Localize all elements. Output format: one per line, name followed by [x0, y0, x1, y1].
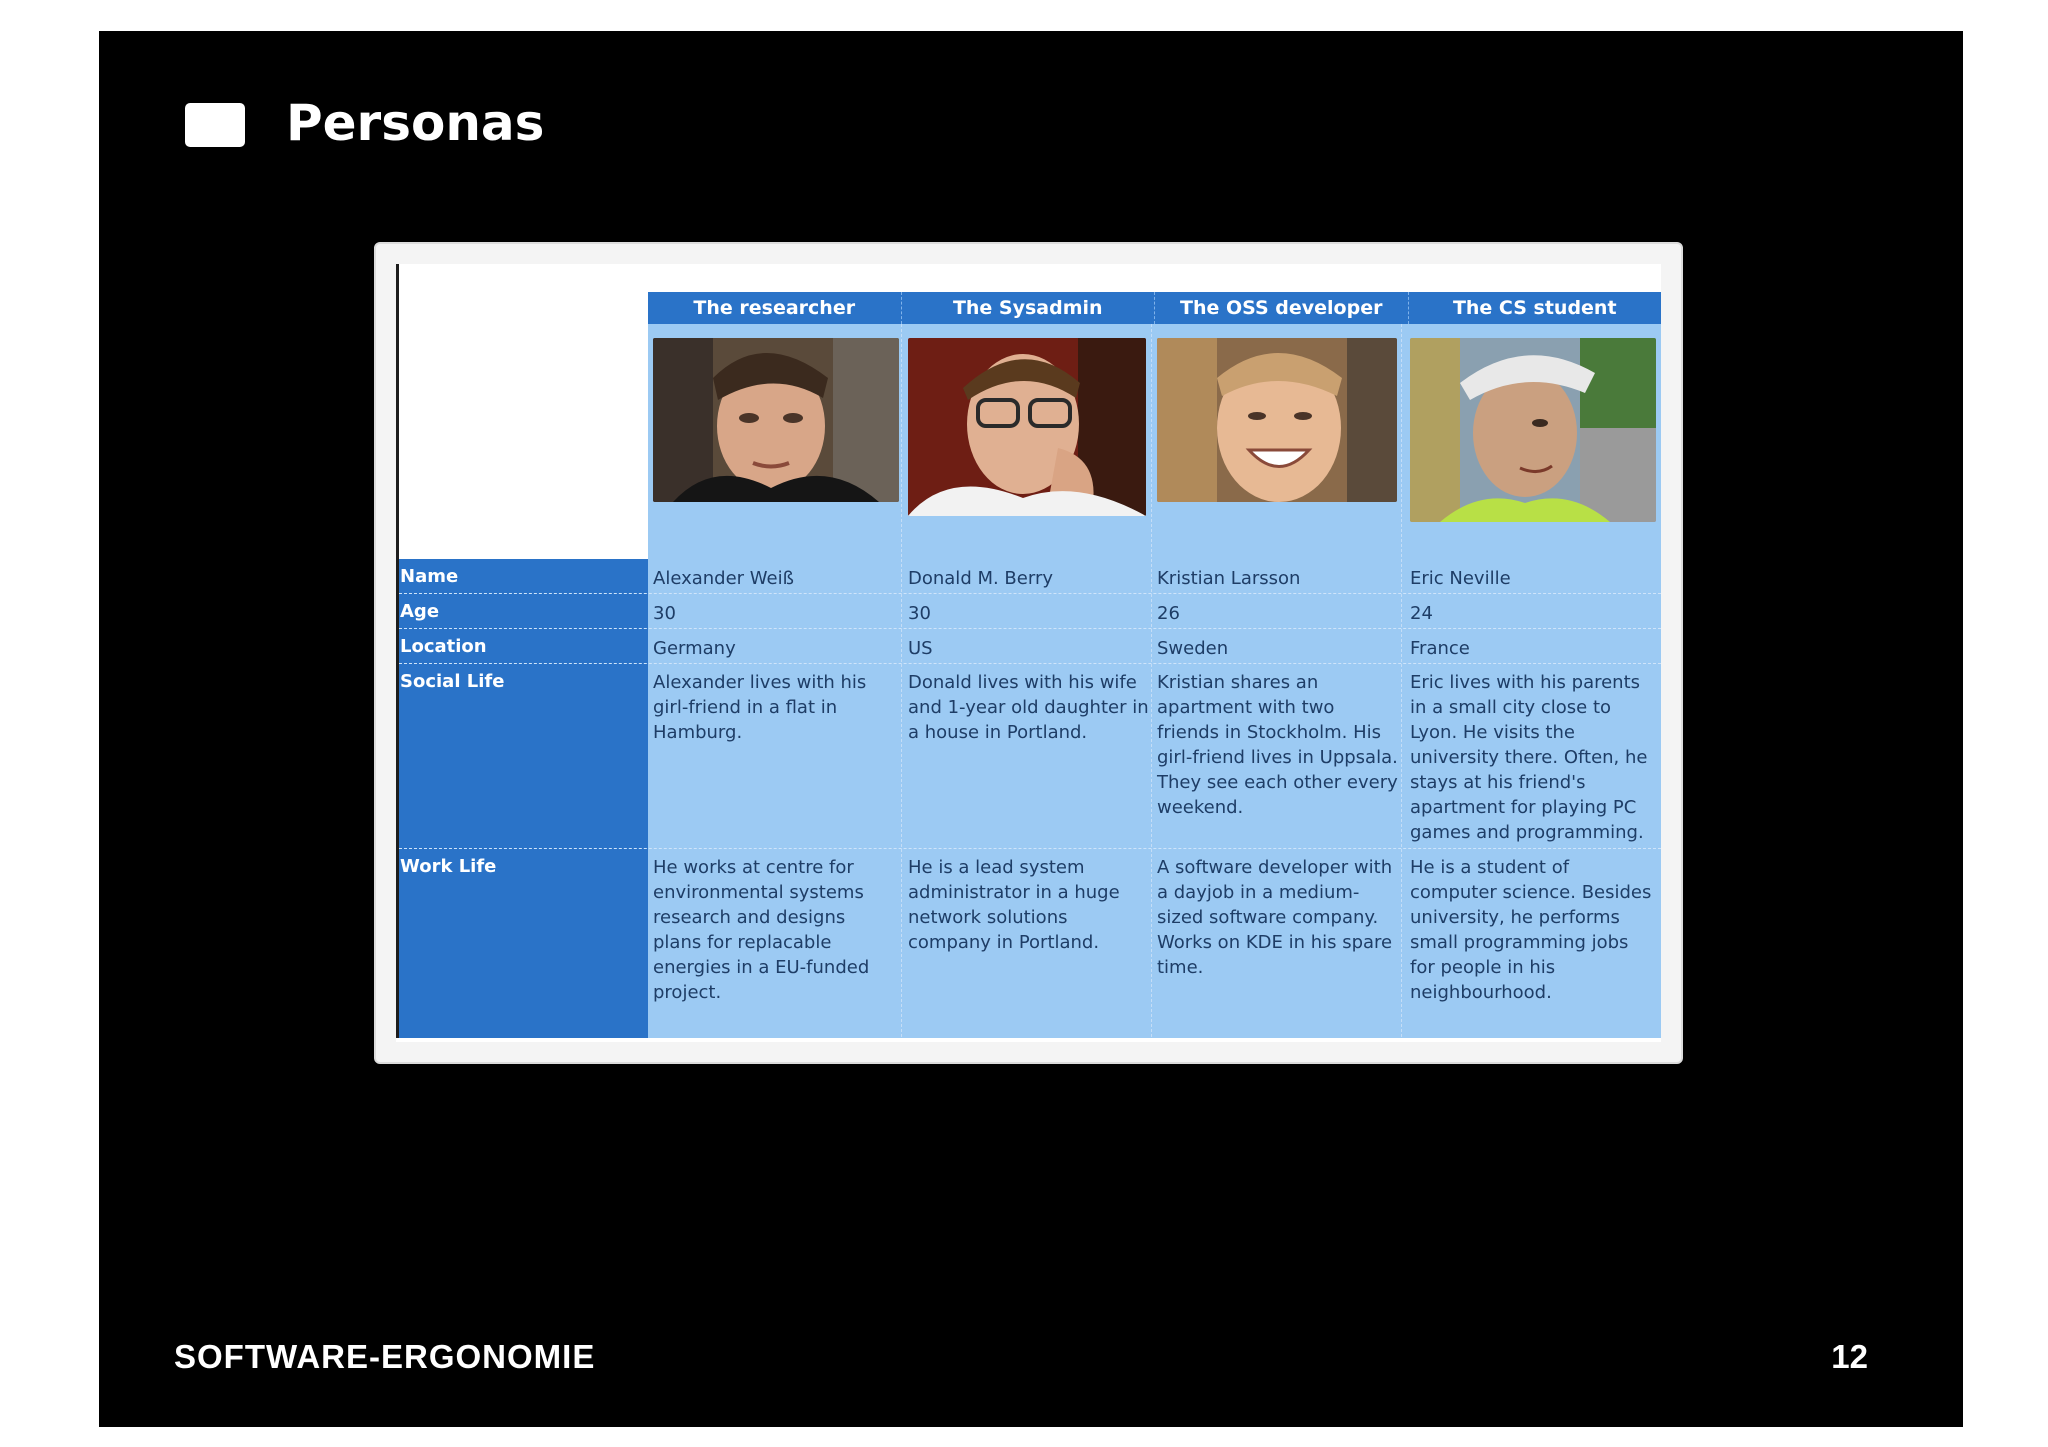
row-label-name: Name [400, 566, 459, 587]
cell-age-oss-developer: 26 [1157, 603, 1180, 624]
cell-age-researcher: 30 [653, 603, 676, 624]
persona-photo-oss-developer [1157, 338, 1397, 502]
footer-course-title: SOFTWARE-ERGONOMIE [174, 1338, 596, 1375]
header-cs-student: The CS student [1452, 297, 1617, 319]
cell-social-researcher: Alexander lives with his girl-friend in a flat in Hamburg. [653, 672, 867, 743]
cell-name-sysadmin: Donald M. Berry [908, 568, 1053, 589]
cell-work-cs-student: He is a student of computer science. Besides university, he performs small programming jobs for people in his neighbourhood. [1410, 857, 1652, 1003]
header-researcher: The researcher [648, 292, 902, 324]
cell-age-sysadmin: 30 [908, 603, 931, 624]
cell-location-oss-developer: Sweden [1157, 638, 1229, 659]
row-label-social-life: Social Life [400, 671, 505, 692]
title-bullet [185, 103, 245, 147]
cell-location-researcher: Germany [653, 638, 736, 659]
cell-age-cs-student: 24 [1410, 603, 1433, 624]
row-label-column [396, 559, 648, 1042]
cell-location-sysadmin: US [908, 638, 933, 659]
persona-photo-sysadmin [908, 338, 1146, 516]
cell-work-oss-developer: A software developer with a dayjob in a medium-sized software company. Works on KDE in his spare time. [1157, 857, 1393, 978]
persona-table-image [374, 242, 1683, 1064]
persona-photo-researcher [653, 338, 899, 502]
persona-table-inner [396, 264, 1661, 1042]
row-separator [399, 848, 1661, 849]
cell-work-sysadmin: He is a lead system administrator in a huge network solutions company in Portland. [908, 857, 1120, 953]
row-separator [399, 663, 1661, 664]
row-label-age: Age [400, 601, 440, 622]
cell-name-cs-student: Eric Neville [1410, 568, 1511, 589]
row-label-work-life: Work Life [400, 856, 497, 877]
header-oss-developer: The OSS developer [1155, 292, 1409, 324]
persona-table [396, 264, 1661, 1042]
table-corner [396, 264, 648, 559]
slide [99, 31, 1963, 1427]
cell-social-cs-student: Eric lives with his parents in a small city close to Lyon. He visits the university there. Often, he stays at his friend's apartment for playing PC games and programming. [1410, 672, 1648, 843]
row-label-location: Location [400, 636, 487, 657]
page-number: 12 [1831, 1338, 1868, 1375]
cell-social-sysadmin: Donald lives with his wife and 1-year old daughter in a house in Portland. [908, 672, 1149, 743]
cell-name-oss-developer: Kristian Larsson [1157, 568, 1301, 589]
row-separator [399, 628, 1661, 629]
persona-photo-cs-student [1410, 338, 1656, 522]
row-separator [399, 593, 1661, 594]
cell-location-cs-student: France [1410, 638, 1470, 659]
header-sysadmin: The Sysadmin [902, 292, 1156, 324]
cell-social-oss-developer: Kristian shares an apartment with two friends in Stockholm. His girl-friend lives in Uppsala. They see each other every weekend. [1157, 672, 1398, 818]
column-separator [901, 324, 902, 1042]
table-bottom-edge [396, 1038, 1661, 1042]
cell-name-researcher: Alexander Weiß [653, 568, 794, 589]
table-header-row [648, 292, 1661, 324]
cell-work-researcher: He works at centre for environmental systems research and designs plans for replacable energies in a EU-funded project. [653, 857, 870, 1003]
slide-title: Personas [286, 94, 545, 152]
